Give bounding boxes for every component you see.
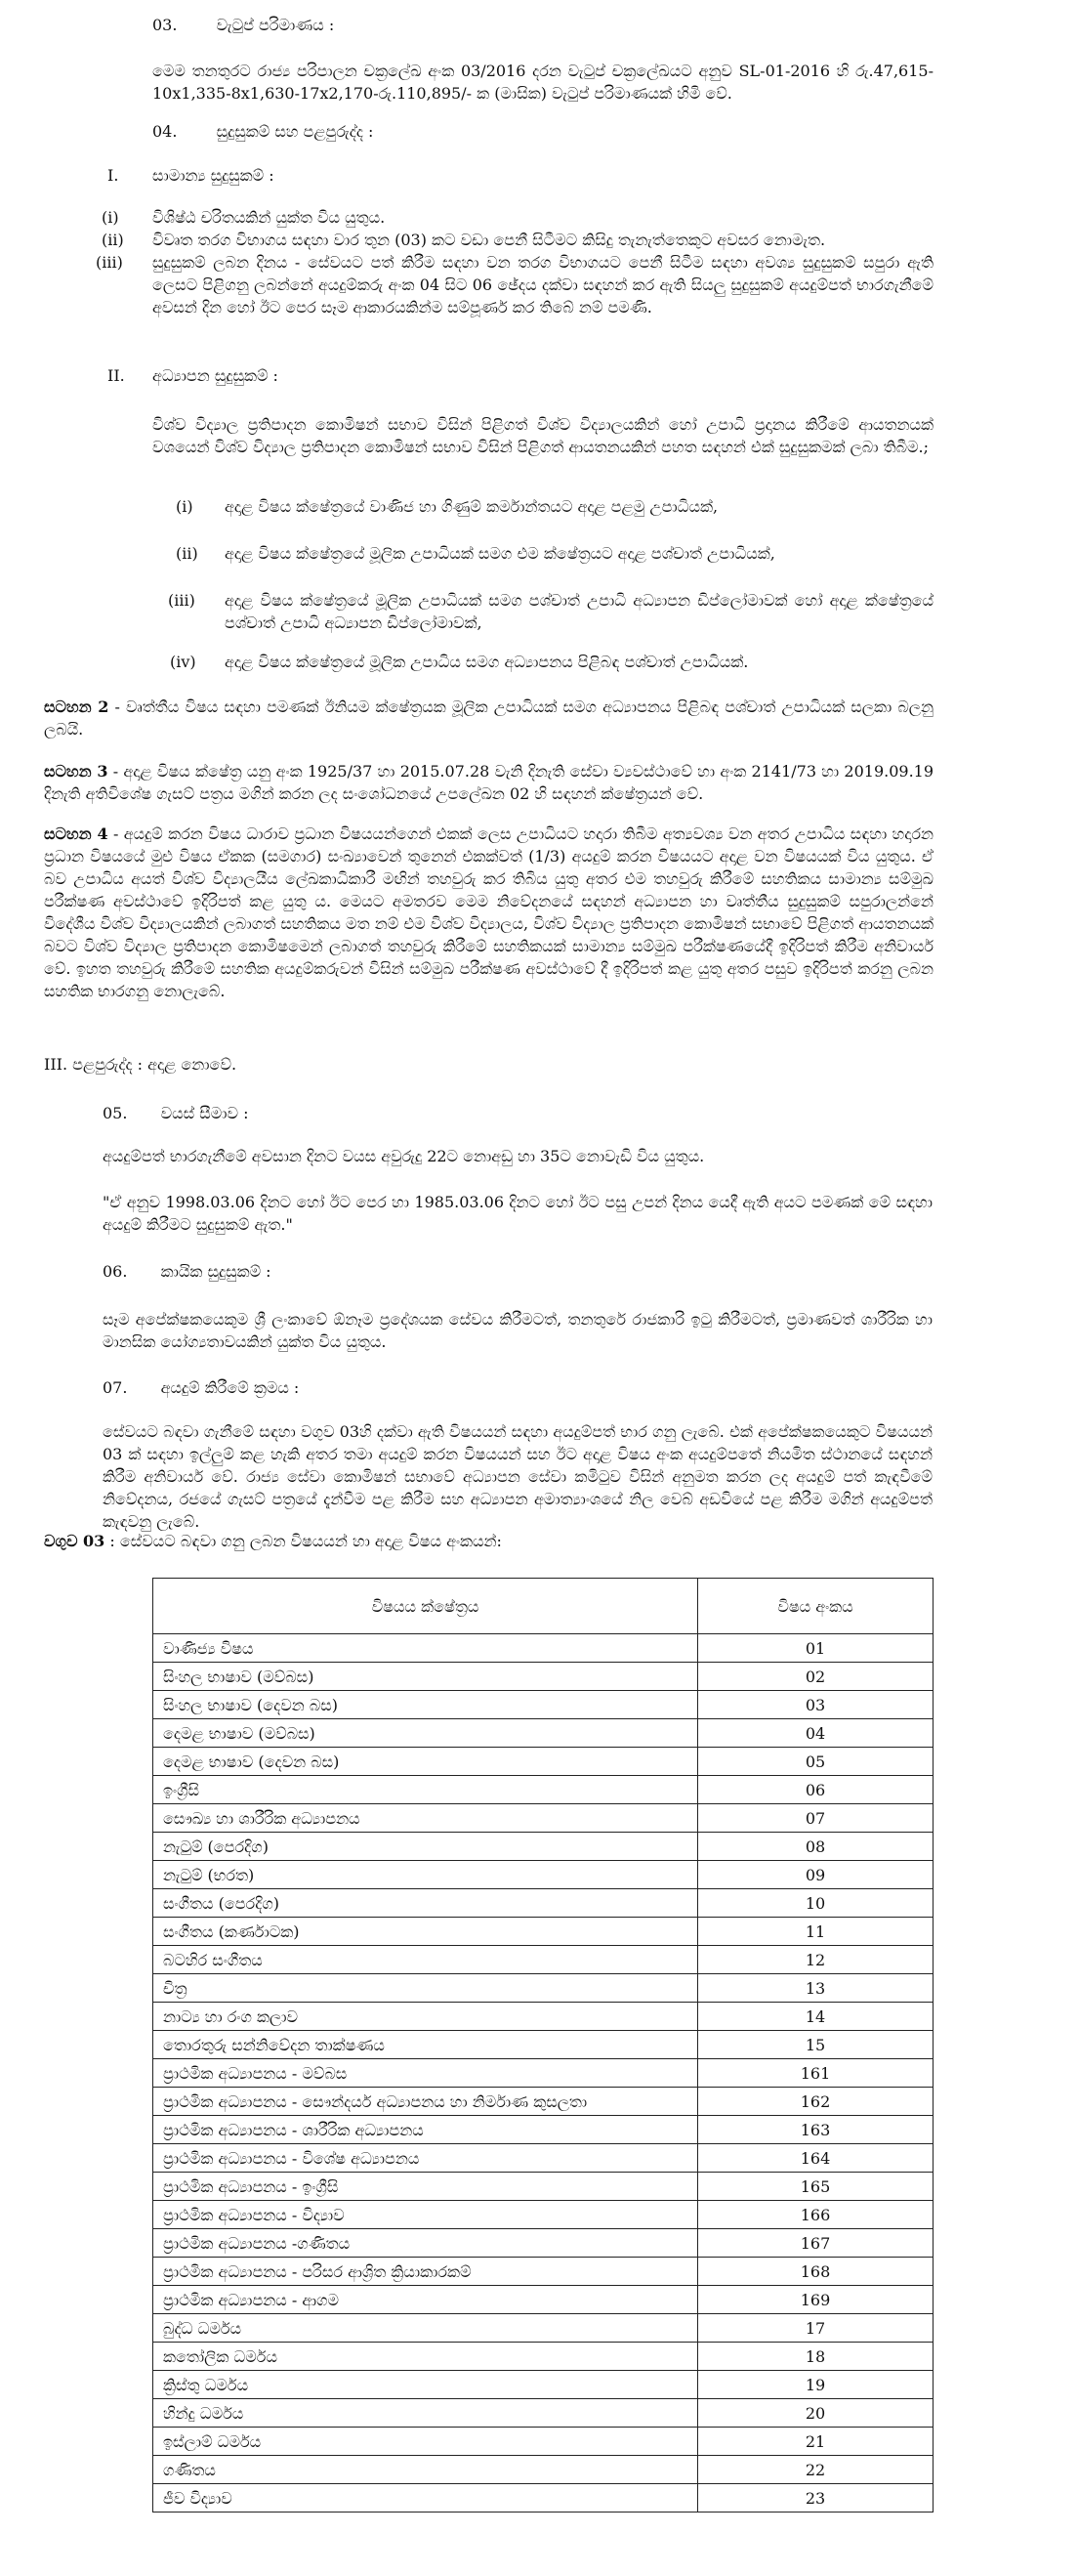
subject-number-cell: 05: [698, 1748, 934, 1776]
physical-title: කායික සුදුසුකම් :: [160, 1262, 271, 1281]
subjects-table: [152, 1578, 934, 2513]
subject-number-cell: 07: [698, 1804, 934, 1833]
subject-number-cell: 02: [698, 1663, 934, 1691]
subject-number-cell: 11: [698, 1918, 934, 1946]
method-title: අයදුම් කිරීමේ ක්‍රමය :: [160, 1378, 300, 1397]
subject-number-cell: 10: [698, 1889, 934, 1918]
qualifications-number: 04.: [152, 122, 178, 141]
subject-number-cell: 12: [698, 1946, 934, 1974]
table-row: [153, 2144, 934, 2173]
note-3: [44, 760, 934, 805]
table-row: [153, 1691, 934, 1719]
method-text: සේවයට බඳවා ගැනීමේ සඳහා වගුව 03හි දක්වා ඇති විෂයයන් සඳහා අයදුම්පත් භාර ගනු ලැබේ. එක් අපේක්ෂකයෙකුට විෂයයන් 03 ක් සඳහා ඉල්ලුම් කළ හැකි අතර තමා අයදුම් කරන විෂයයන් සහ ඊට අදාළ විෂය අංක අයදුම්පතේ නියමිත ස්ථානයේ සඳහන් කිරීම අනිවාර්ය වේ. රාජ්‍ය සේවා කොමිෂන් සභාවේ අධ්‍යාපන සේවා කමිටුව විසින් අනුමත කරන ලද අයදුම් පත් කැඳවීමේ නිවේදනය, රජයේ ගැසට් පත්‍රයේ දැන්වීම පළ කිරීම සහ අධ්‍යාපන අමාත්‍යාංශයේ නිල වෙබ් අඩවියේ පළ කිරීම මගින් අයදුම්පත් කැඳවනු ලැබේ.: [103, 1422, 933, 1531]
general-qual-num-1: (i): [102, 208, 119, 227]
table-row: [153, 1861, 934, 1889]
education-qual-text-1: අදාළ විෂය ක්ෂේත්‍රයේ වාණිජ හා ගිණුම් කර්මාන්තයට අදාළ පළමු උපාධියක්,: [225, 497, 719, 516]
subject-field-cell: වාණිජ්‍ය විෂය: [153, 1634, 698, 1663]
subject-number-cell: 162: [698, 2088, 934, 2116]
age-quote: "ඒ අනුව 1998.03.06 දිනට හෝ ඊට පෙර හා 1985.03.06 දිනට හෝ ඊට පසු උපන් දිනය යෙදී ඇති අයට පමණක් මේ සඳහා අයදුම් කිරීමට සුදුසුකම් ඇත.": [103, 1193, 933, 1234]
general-qual-text-3: සුදුසුකම් ලබන දිනය - සේවයට පත් කිරීම සඳහා වන තරග විභාගයට පෙනී සිටීම සඳහා අවශ්‍ය සුදුසුකම් සපුරා ඇති ලෙසට පිළිගනු ලබන්නේ අයදුම්කරු අංක 04 සිට 06 ඡේදය දක්වා සඳහන් කර ඇති සියලු සුදුසුකම් අයදුම්පත් භාරගැනීමේ අවසන් දින හෝ ඊට පෙර සෑම ආකාරයකින්ම සම්පූර්ණ කර තිබේ නම් පමණි.: [152, 253, 934, 317]
table-row: [153, 1974, 934, 2003]
education-qual-text-2: අදාළ විෂය ක්ෂේත්‍රයේ මූලික උපාධියක් සමග එම ක්ෂේත්‍රයට අදාළ පශ්චාත් උපාධියක්,: [225, 544, 775, 563]
general-qual-title: සාමාන්‍ය සුදුසුකම් :: [152, 166, 274, 185]
education-qual-num-4: (iv): [170, 653, 196, 671]
subject-field-cell: නැටුම් (භරත): [153, 1861, 698, 1889]
table-row: [153, 1748, 934, 1776]
table-row: [153, 2201, 934, 2229]
education-qual-text-3: අදාළ විෂය ක්ෂේත්‍රයේ මූලික උපාධියක් සමග පශ්චාත් උපාධි අධ්‍යාපන ඩිප්ලෝමාවක් හෝ අදාළ ක්ෂේත්‍රයේ පශ්චාත් උපාධි අධ්‍යාපන ඩිප්ලෝමාවක්,: [225, 591, 934, 632]
subject-field-cell: ප්‍රාථමික අධ්‍යාපනය - ඉංග්‍රීසි: [153, 2173, 698, 2201]
subject-field-cell: ප්‍රාථමික අධ්‍යාපනය - විද්‍යාව: [153, 2201, 698, 2229]
subject-number-cell: 18: [698, 2343, 934, 2371]
general-qual-text-2: විවෘත තරග විභාගය සඳහා වාර තුන (03) කට වඩා පෙනී සිටීමට කිසිදු තැනැත්තෙකුට අවසර නොමැත.: [152, 231, 826, 249]
education-qual-num-1: (i): [176, 497, 193, 516]
subject-field-cell: නාට්‍ය හා රංග කලාව: [153, 2003, 698, 2031]
subject-number-cell: 19: [698, 2371, 934, 2399]
subject-number-cell: 23: [698, 2484, 934, 2513]
table-row: [153, 2116, 934, 2144]
subject-number-cell: 09: [698, 1861, 934, 1889]
subject-field-cell: ප්‍රාථමික අධ්‍යාපනය - සෞන්දර්ය අධ්‍යාපනය හා නිර්මාණ කුසලතා: [153, 2088, 698, 2116]
subject-field-cell: නැටුම් (පෙරදිග): [153, 1833, 698, 1861]
table-row: [153, 1634, 934, 1663]
table-row: [153, 1946, 934, 1974]
table-row: [153, 2371, 934, 2399]
header-subject-field: විෂයය ක්ෂේත්‍රය: [153, 1579, 698, 1634]
subject-field-cell: ඉංග්‍රීසි: [153, 1776, 698, 1804]
note-2-label: සටහන 2: [44, 697, 109, 716]
subject-number-cell: 167: [698, 2229, 934, 2258]
subject-field-cell: බටහිර සංගීතය: [153, 1946, 698, 1974]
table-row: [153, 1804, 934, 1833]
table-row: [153, 1719, 934, 1748]
table-row: [153, 2173, 934, 2201]
subject-number-cell: 06: [698, 1776, 934, 1804]
experience-text: III. පළපුරුද්ද : අදාළ නොවේ.: [44, 1055, 237, 1074]
subject-field-cell: දෙමළ භාෂාව (මව්බස): [153, 1719, 698, 1748]
age-heading: [103, 1102, 591, 1124]
subject-number-cell: 166: [698, 2201, 934, 2229]
subject-field-cell: ප්‍රාථමික අධ්‍යාපනය - ශාරීරික අධ්‍යාපනය: [153, 2116, 698, 2144]
subject-field-cell: හින්දු ධර්මය: [153, 2399, 698, 2428]
note-3-label: සටහන 3: [44, 762, 108, 781]
table-row: [153, 1663, 934, 1691]
subject-number-cell: 22: [698, 2456, 934, 2484]
table-row: [153, 2343, 934, 2371]
table-caption-text: : සේවයට බඳවා ගනු ලබන විෂයයන් හා අදාළ විෂය අංකයන්:: [104, 1532, 502, 1550]
physical-number: 06.: [103, 1262, 128, 1281]
table-row: [153, 2088, 934, 2116]
table-row: [153, 2059, 934, 2088]
method-heading: [103, 1376, 591, 1399]
general-qual-num-3: (iii): [96, 253, 123, 272]
education-qual-roman: II.: [107, 366, 125, 385]
subject-field-cell: චිත්‍ර: [153, 1974, 698, 2003]
salary-title: වැටුප් පරිමාණය :: [216, 16, 335, 34]
general-qual-num-2: (ii): [102, 231, 124, 249]
subject-number-cell: 15: [698, 2031, 934, 2059]
subject-field-cell: සිංහල භාෂාව (මව්බස): [153, 1663, 698, 1691]
note-2: [44, 696, 934, 740]
salary-heading: [152, 14, 641, 36]
table-row: [153, 2399, 934, 2428]
age-text: අයදුම්පත් භාරගැනීමේ අවසාන දිනට වයස අවුරුදු 22ට නොඅඩු හා 35ට නොවැඩි විය යුතුය.: [103, 1147, 705, 1165]
subject-number-cell: 164: [698, 2144, 934, 2173]
subject-number-cell: 20: [698, 2399, 934, 2428]
subject-field-cell: බුද්ධ ධර්මය: [153, 2314, 698, 2343]
subject-field-cell: සෞඛ්‍ය හා ශාරීරික අධ්‍යාපනය: [153, 1804, 698, 1833]
subject-field-cell: ප්‍රාථමික අධ්‍යාපනය - පරිසර ආශ්‍රිත ක්‍රියාකාරකම්: [153, 2258, 698, 2286]
physical-text: සෑම අපේක්ෂකයෙකුම ශ්‍රී ලංකාවේ ඕනෑම ප්‍රදේශයක සේවය කිරීමටත්, තනතුරේ රාජකාරි ඉටු කිරීමටත්, ප්‍රමාණවත් ශාරීරික හා මානසික යෝග්‍යතාවයකින් යුක්ත විය යුතුය.: [103, 1310, 933, 1351]
note-4-label: සටහන 4: [44, 824, 108, 843]
table-row: [153, 1918, 934, 1946]
general-qual-roman: I.: [107, 166, 119, 185]
education-qual-intro: විශ්ව විද්‍යාල ප්‍රතිපාදන කොමිෂන් සභාව විසින් පිළිගත් විශ්ව විද්‍යාලයකින් හෝ උපාධි ප්‍රදානය කිරීමේ ආයතනයක් වශයෙන් විශ්ව විද්‍යාල ප්‍රතිපාදන කොමිෂන් සභාව විසින් පිළිගත් ආයතනයකින් පහත සඳහන් එක් සුදුසුකමක් ලබා තිබීම.;: [152, 415, 934, 456]
table-row: [153, 1833, 934, 1861]
subject-field-cell: ක්‍රිස්තු ධර්මය: [153, 2371, 698, 2399]
subject-field-cell: ප්‍රාථමික අධ්‍යාපනය - මව්බස: [153, 2059, 698, 2088]
table-row: [153, 1889, 934, 1918]
education-qual-num-2: (ii): [176, 544, 198, 563]
subject-field-cell: ජීව විද්‍යාව: [153, 2484, 698, 2513]
subject-field-cell: සංගීතය (කර්ණාටක): [153, 1918, 698, 1946]
age-number: 05.: [103, 1104, 128, 1122]
table-row: [153, 2484, 934, 2513]
education-qual-num-3: (iii): [168, 591, 195, 610]
subject-field-cell: තොරතුරු සන්නිවේදන තාක්ෂණය: [153, 2031, 698, 2059]
subject-number-cell: 163: [698, 2116, 934, 2144]
subject-field-cell: ප්‍රාථමික අධ්‍යාපනය - විශේෂ අධ්‍යාපනය: [153, 2144, 698, 2173]
subject-field-cell: සිංහල භාෂාව (දෙවන බස): [153, 1691, 698, 1719]
subject-number-cell: 161: [698, 2059, 934, 2088]
table-row: [153, 2229, 934, 2258]
subject-number-cell: 03: [698, 1691, 934, 1719]
table-row: [153, 2456, 934, 2484]
subject-number-cell: 21: [698, 2428, 934, 2456]
subject-number-cell: 04: [698, 1719, 934, 1748]
header-subject-number: විෂය අංකය: [698, 1579, 934, 1634]
subject-number-cell: 08: [698, 1833, 934, 1861]
note-3-text: - අදාළ විෂය ක්ෂේත්‍ර යනු අංක 1925/37 හා 2015.07.28 වැනි දිනැති සේවා ව්‍යවස්ථාවේ හා අංක 2141/73 හා 2019.09.19 දිනැති අතිවිශේෂ ගැසට් පත්‍රය මගින් කරන ලද සංශෝධනයේ උපලේඛන 02 හි සඳහන් ක්ෂේත්‍රයන් වේ.: [44, 762, 934, 803]
qualifications-heading: [152, 120, 641, 143]
salary-text: මෙම තනතුරට රාජ්‍ය පරිපාලන චක්‍රලේඛ අංක 03/2016 දරන වැටුප් චක්‍රලේඛයට අනුව SL-01-2016 හි රු.47,615-10x1,335-8x1,630-17x2,170-රු.110,895/- ක (මාසික) වැටුප් පරිමාණයක් හිමි වේ.: [152, 62, 934, 103]
table-row: [153, 2428, 934, 2456]
physical-heading: [103, 1260, 591, 1283]
subject-field-cell: දෙමළ භාෂාව (දෙවන බස): [153, 1748, 698, 1776]
subject-field-cell: ප්‍රාථමික අධ්‍යාපනය - ආගම: [153, 2286, 698, 2314]
subject-number-cell: 17: [698, 2314, 934, 2343]
subject-field-cell: ගණිතය: [153, 2456, 698, 2484]
note-2-text: - වෘත්තීය විෂය සඳහා පමණක් ඊනියම ක්ෂේත්‍රයක මූලික උපාධියක් සමග අධ්‍යාපනය පිළිබඳ පශ්චාත් උපාධියක් සලකා බලනු ලබයි.: [44, 697, 934, 739]
age-title: වයස් සීමාව :: [160, 1104, 249, 1122]
subject-number-cell: 01: [698, 1634, 934, 1663]
subject-number-cell: 14: [698, 2003, 934, 2031]
table-caption: [44, 1530, 923, 1552]
table-caption-label: වගුව 03: [44, 1532, 105, 1550]
subject-field-cell: සංගීතය (පෙරදිග): [153, 1889, 698, 1918]
education-qual-title: අධ්‍යාපන සුදුසුකම් :: [152, 366, 278, 385]
subject-field-cell: ඉස්ලාම් ධර්මය: [153, 2428, 698, 2456]
table-header-row: [153, 1579, 934, 1634]
table-row: [153, 2258, 934, 2286]
subject-field-cell: කතෝලික ධර්මය: [153, 2343, 698, 2371]
table-row: [153, 2031, 934, 2059]
education-qual-text-4: අදාළ විෂය ක්ෂේත්‍රයේ මූලික උපාධිය සමග අධ්‍යාපනය පිළිබඳ පශ්චාත් උපාධියක්.: [225, 653, 749, 671]
subjects-table-body: [153, 1634, 934, 2513]
table-row: [153, 2003, 934, 2031]
subject-number-cell: 13: [698, 1974, 934, 2003]
method-number: 07.: [103, 1378, 128, 1397]
table-row: [153, 1776, 934, 1804]
table-row: [153, 2286, 934, 2314]
subject-number-cell: 168: [698, 2258, 934, 2286]
general-qual-text-1: විශිෂ්ඨ චරිතයකින් යුක්ත විය යුතුය.: [152, 208, 386, 227]
subject-number-cell: 165: [698, 2173, 934, 2201]
table-row: [153, 2314, 934, 2343]
salary-number: 03.: [152, 16, 178, 34]
note-4: [44, 823, 934, 1002]
subject-number-cell: 169: [698, 2286, 934, 2314]
note-4-text: - අයදුම් කරන විෂය ධාරාව ප්‍රධාන විෂයයන්ගෙන් එකක් ලෙස උපාධියට හදාරා තිබීම අත්‍යවශ්‍ය වන අතර උපාධිය සඳහා හදාරන ප්‍රධාන විෂයයේ මුළු විෂය ඒකක (සමගාර) සංඛ්‍යාවෙන් තුනෙන් එකක්වත් (1/3) අයදුම් කරන විෂයයට අදාළ වන විෂයයක් විය යුතුය. ඒ බව උපාධිය අයත් විශ්ව විද්‍යාලයීය ලේඛකාධිකාරී මඟින් තහවුරු කර තිබිය යුතු අතර එම තහවුරු කිරීමේ සහතිකය සාමාන්‍ය සම්මුඛ පරීක්ෂණ අවස්ථාවේ ඉදිරිපත් කළ යුතු ය. මෙයට අමතරව මෙම නිවේදනයේ සඳහන් අධ්‍යාපන හා වෘත්තීය සුදුසුකම් සපුරාලන්නේ විදේශීය විශ්ව විද්‍යාලයකින් ලබාගත් සහතිකය මත නම් එම විශ්ව විද්‍යාලය, විශ්ව විද්‍යාල ප්‍රතිපාදන කොමිෂන් සභාවේ පිළිගත් ආයතනයක් බවට විශ්ව විද්‍යාල ප්‍රතිපාදන කොමිෂමෙන් ලබාගත් තහවුරු කිරීමේ සහතිකයක් සාමාන්‍ය සම්මුඛ පරීක්ෂණයේදී ඉදිරිපත් කිරීම අනිවාර්ය වේ. ඉහත තහවුරු කිරීමේ සහතික අයදුම්කරුවන් විසින් සම්මුඛ පරීක්ෂණ අවස්ථාවේ දී ඉදිරිපත් කළ යුතු අතර පසුව ඉදිරිපත් කරනු ලබන සහතික භාරගනු නොලැබේ.: [44, 824, 934, 1000]
qualifications-title: සුදුසුකම් සහ පළපුරුද්ද :: [216, 122, 374, 141]
subject-field-cell: ප්‍රාථමික අධ්‍යාපනය -ගණිතය: [153, 2229, 698, 2258]
